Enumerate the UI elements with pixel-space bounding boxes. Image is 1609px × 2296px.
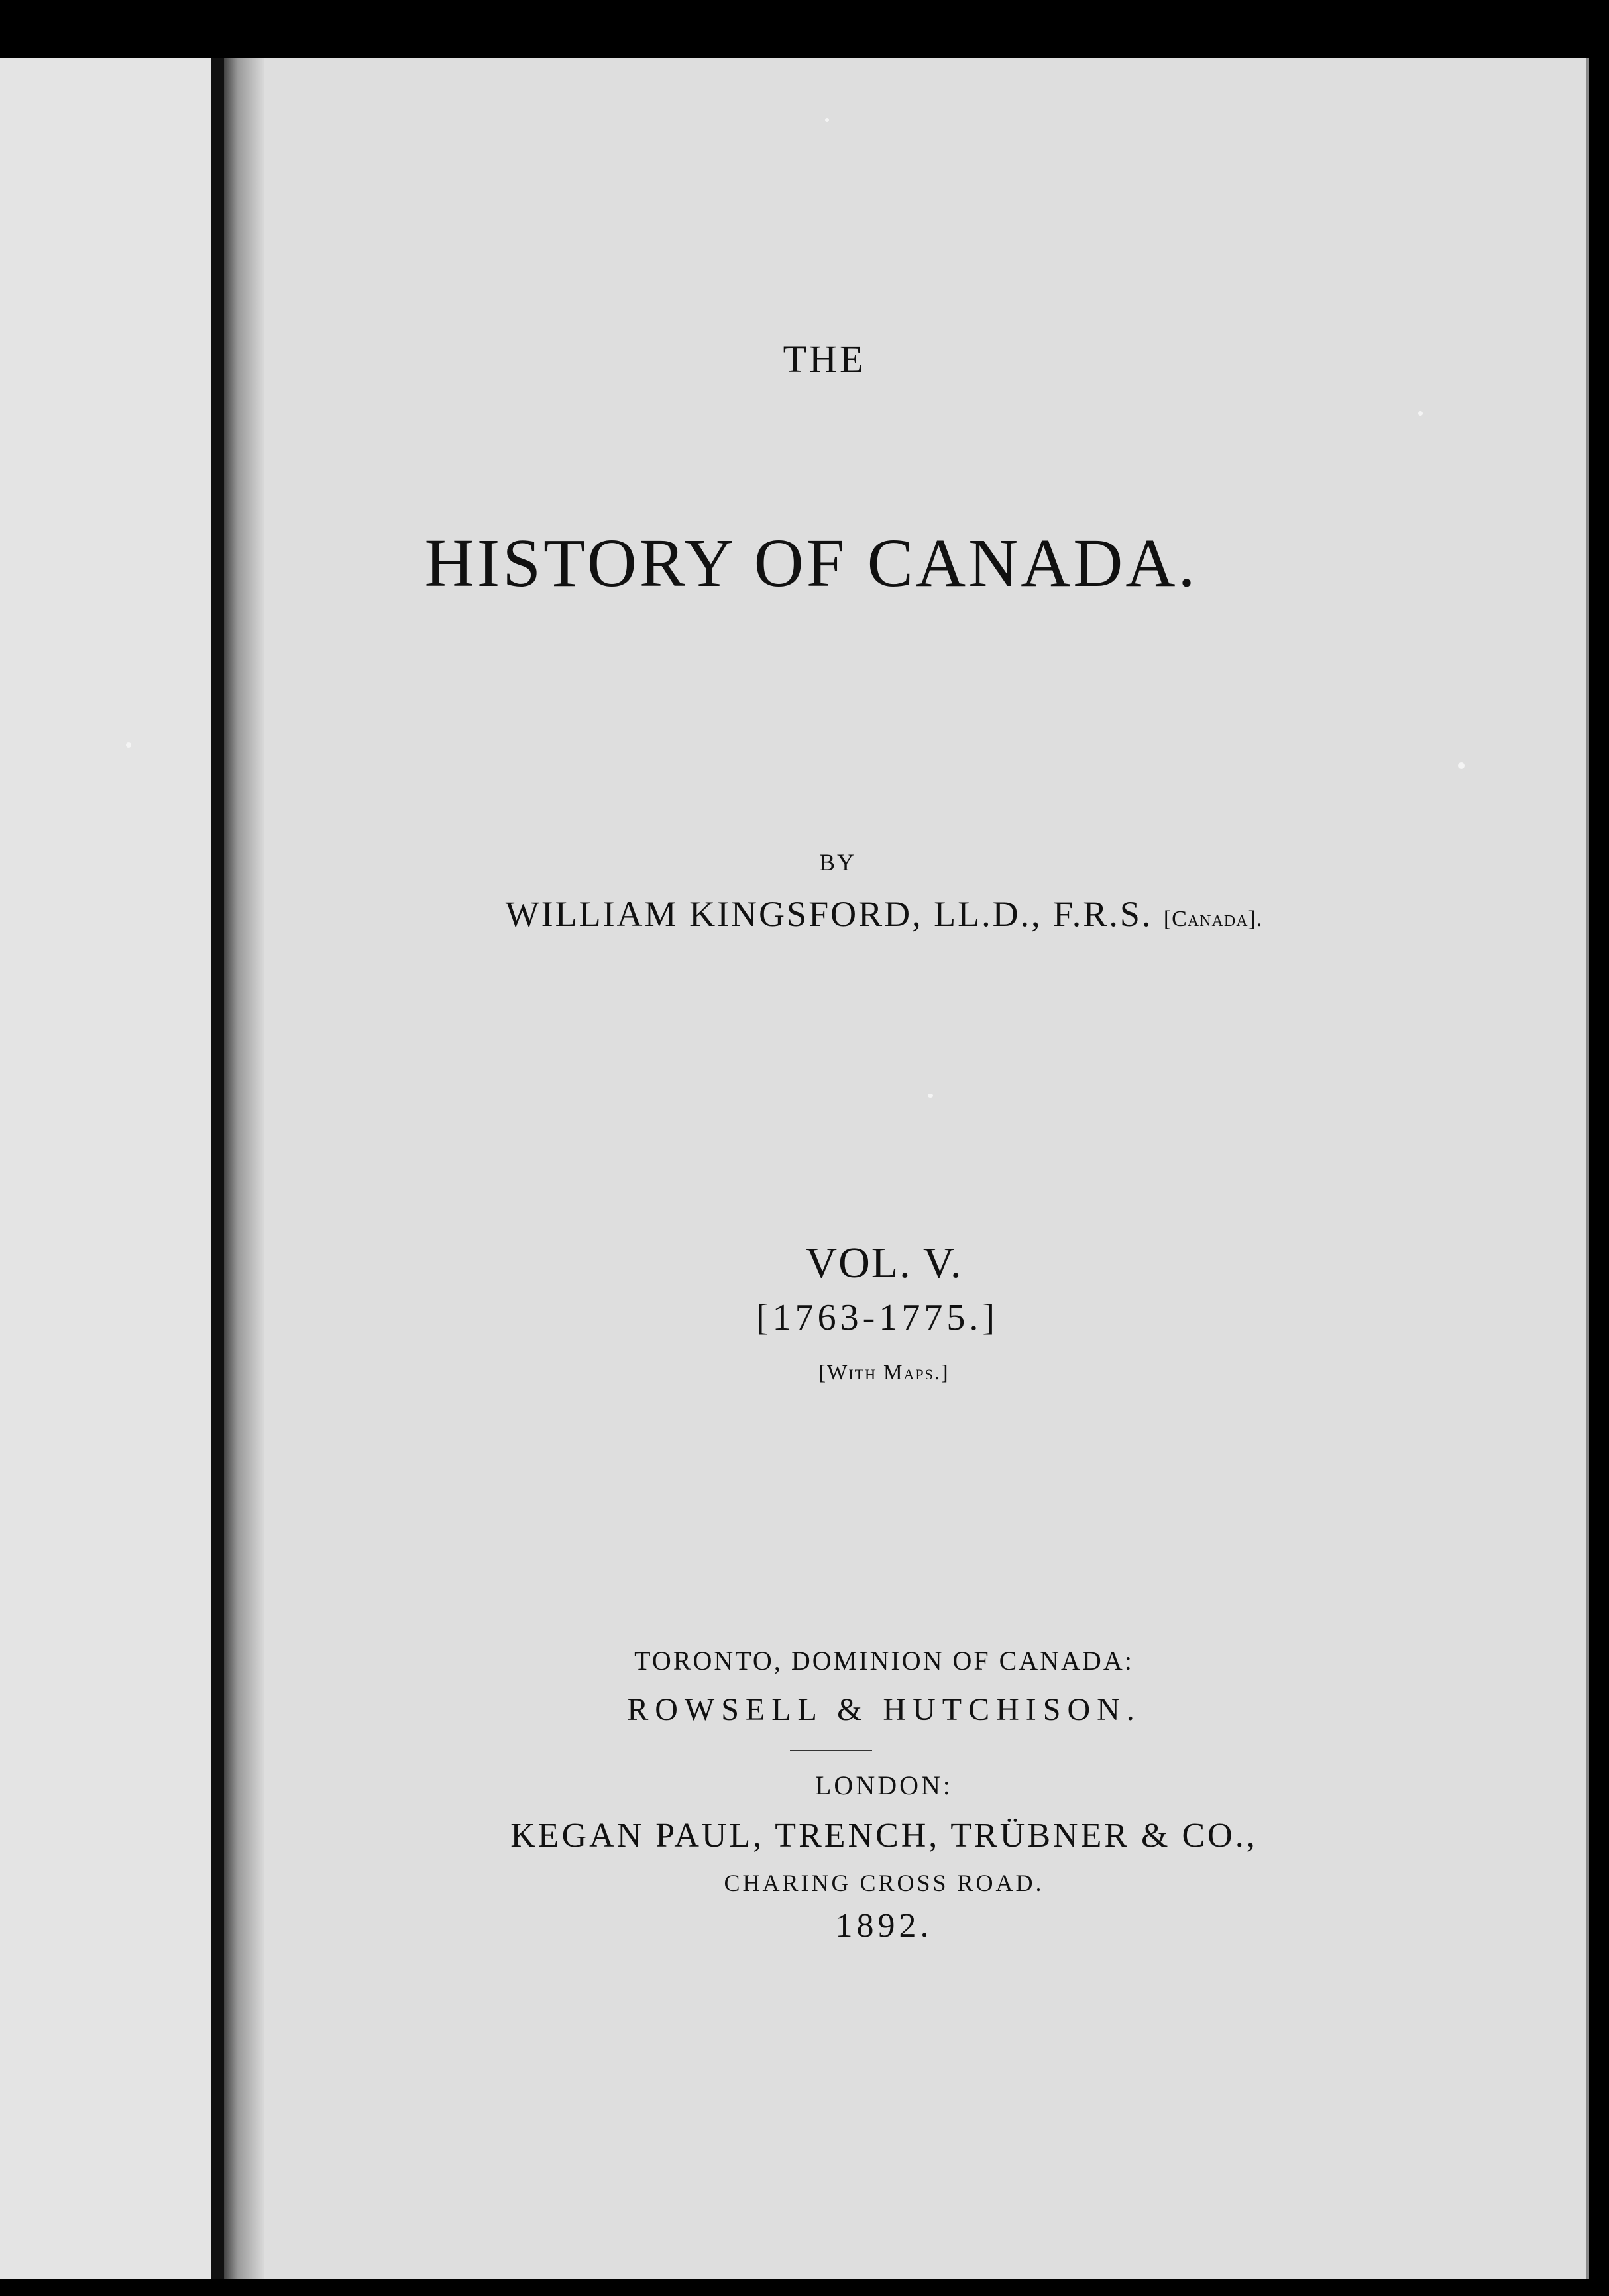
book-title: HISTORY OF CANADA. [424, 525, 1198, 601]
publisher-primary: ROWSELL & HUTCHISON. [627, 1692, 1141, 1727]
dust-speck [126, 742, 131, 748]
publisher-address: CHARING CROSS ROAD. [724, 1870, 1044, 1896]
dust-speck [1418, 411, 1423, 416]
maps-note: [With Maps.] [818, 1360, 950, 1384]
title-page [224, 58, 1589, 2279]
volume-years: [1763-1775.] [756, 1297, 999, 1338]
publication-place-primary: TORONTO, DOMINION OF CANADA: [634, 1646, 1134, 1676]
publication-year: 1892. [835, 1907, 933, 1945]
gutter-shadow [224, 58, 264, 2279]
divider-rule [790, 1750, 872, 1751]
dust-speck [928, 1094, 933, 1098]
dust-speck [1458, 762, 1465, 769]
title-article: THE [783, 337, 866, 380]
page-edge [1586, 58, 1589, 2279]
publisher-secondary: KEGAN PAUL, TRENCH, TRÜBNER & CO., [510, 1817, 1258, 1855]
author-line [80, 893, 1609, 935]
volume-number: VOL. V. [805, 1239, 963, 1287]
dust-speck [825, 118, 829, 122]
book-gutter [211, 58, 224, 2279]
author-name: WILLIAM KINGSFORD, LL.D., F.R.S. [505, 894, 1153, 934]
facing-page [0, 58, 211, 2279]
publication-place-secondary: LONDON: [815, 1770, 953, 1800]
byline-label: BY [818, 849, 856, 876]
author-suffix: [Canada]. [1163, 907, 1263, 931]
